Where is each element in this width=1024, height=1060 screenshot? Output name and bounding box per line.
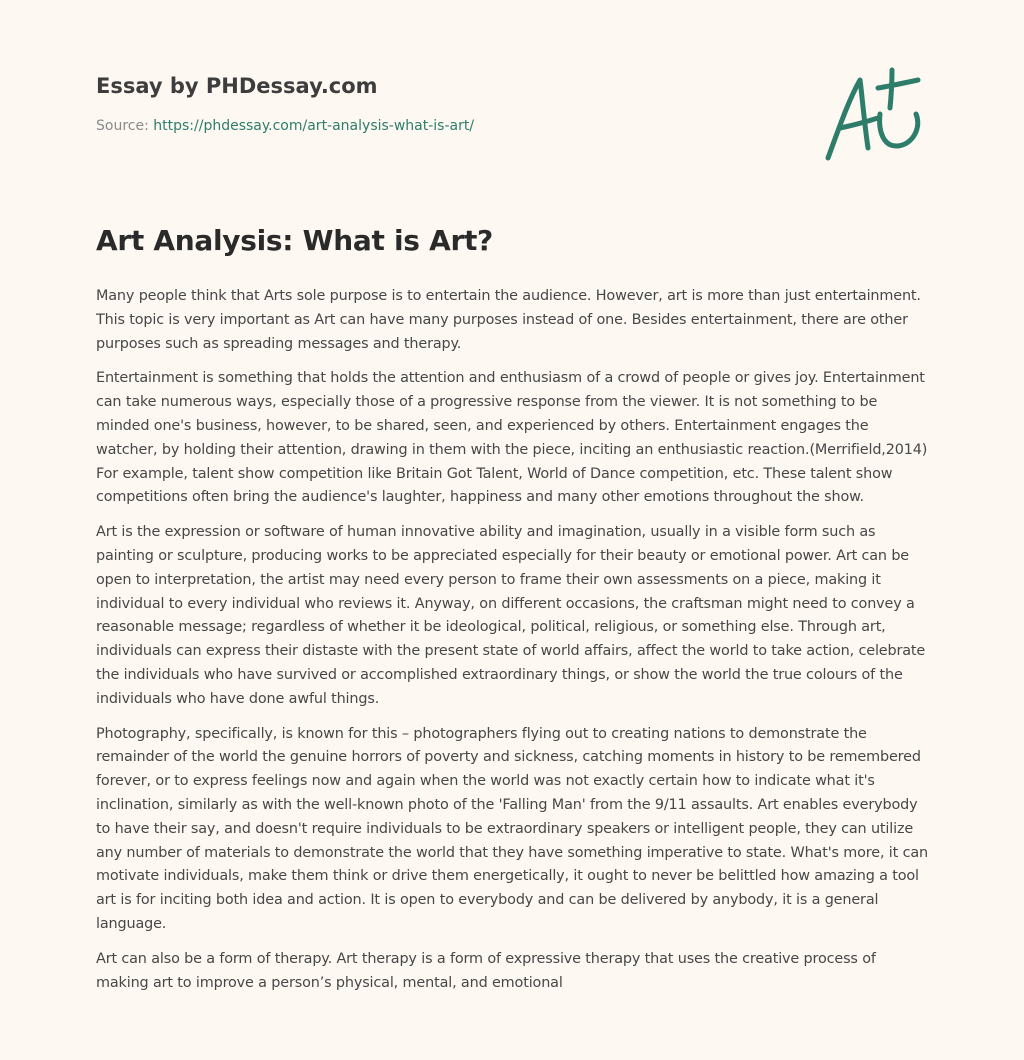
logo-plus-vertical — [890, 70, 892, 108]
paragraph: Photography, specifically, is known for this – photographers flying out to creating nations to demonstrate the remainder of the world the genuine horrors of poverty and sickness, catching moments in history to be remembered forever, or to express feelings now and again when the world was not exactly certain how to indicate what it's inclination, similarly as with the well-known photo of the 'Falling Man' from the 9/11 assaults. Art enables everybody to have their say, and doesn't require individuals to be extraordinary speakers or intelligent people, they can utilize any number of materials to demonstrate the world that they have something imperative to state. What's more, it can motivate individuals, make them think or drive them energetically, it ought to never be belittled how amazing a tool art is for inciting both idea and action. It is open to everybody and can be delivered by anybody, it is a general language. — [96, 725, 928, 932]
paragraph: Art can also be a form of therapy. Art therapy is a form of expressive therapy that uses the creative process of making art to improve a person’s physical, mental, and emotional — [96, 950, 876, 991]
logo-curl — [880, 114, 918, 146]
logo-svg — [818, 66, 930, 166]
logo-letter-a — [828, 80, 868, 158]
source-label: Source: — [96, 118, 154, 134]
paragraph: Entertainment is something that holds the attention and enthusiasm of a crowd of people or gives joy. Entertainment can take numerous ways, especially those of a progressive response from the viewer. It is not something to be minded one's business, however, to be shared, seen, and experienced by others. Entertainment engages the watcher, by holding their attention, drawing in them with the piece, inciting an enthusiastic reaction.(Merrifield,2014) For example, talent show competition like Britain Got Talent, World of Dance competition, etc. These talent show competitions often bring the audience's laughter, happiness and many other emotions throughout the show. — [96, 370, 928, 506]
source-line — [96, 118, 474, 134]
header — [96, 74, 474, 134]
brand-title: Essay by PHDessay.com — [96, 74, 378, 98]
a-plus-logo-icon — [818, 66, 930, 166]
essay-title: Art Analysis: What is Art? — [96, 224, 493, 257]
logo-plus-horizontal — [878, 80, 918, 88]
paragraph: Many people think that Arts sole purpose is to entertain the audience. However, art is more than just entertainment. This topic is very important as Art can have many purposes instead of one. Besides entertainment, there are other purposes such as spreading messages and therapy. — [96, 288, 921, 352]
paragraph: Art is the expression or software of human innovative ability and imagination, usually in a visible form such as painting or sculpture, producing works to be appreciated especially for their beauty or emotional power. Art can be open to interpretation, the artist may need every person to frame their own assessments on a piece, making it individual to every individual who reviews it. Anyway, on different occasions, the craftsman might need to convey a reasonable message; regardless of whether it be ideological, political, religious, or something else. Through art, individuals can express their distaste with the present state of world affairs, affect the world to take action, celebrate the individuals who have survived or accomplished extraordinary things, or show the world the true colours of the individuals who have done awful things. — [96, 524, 926, 707]
logo-a-crossbar — [840, 118, 878, 128]
source-link[interactable]: https://phdessay.com/art-analysis-what-is-art/ — [153, 118, 475, 134]
essay-body — [96, 285, 932, 1006]
